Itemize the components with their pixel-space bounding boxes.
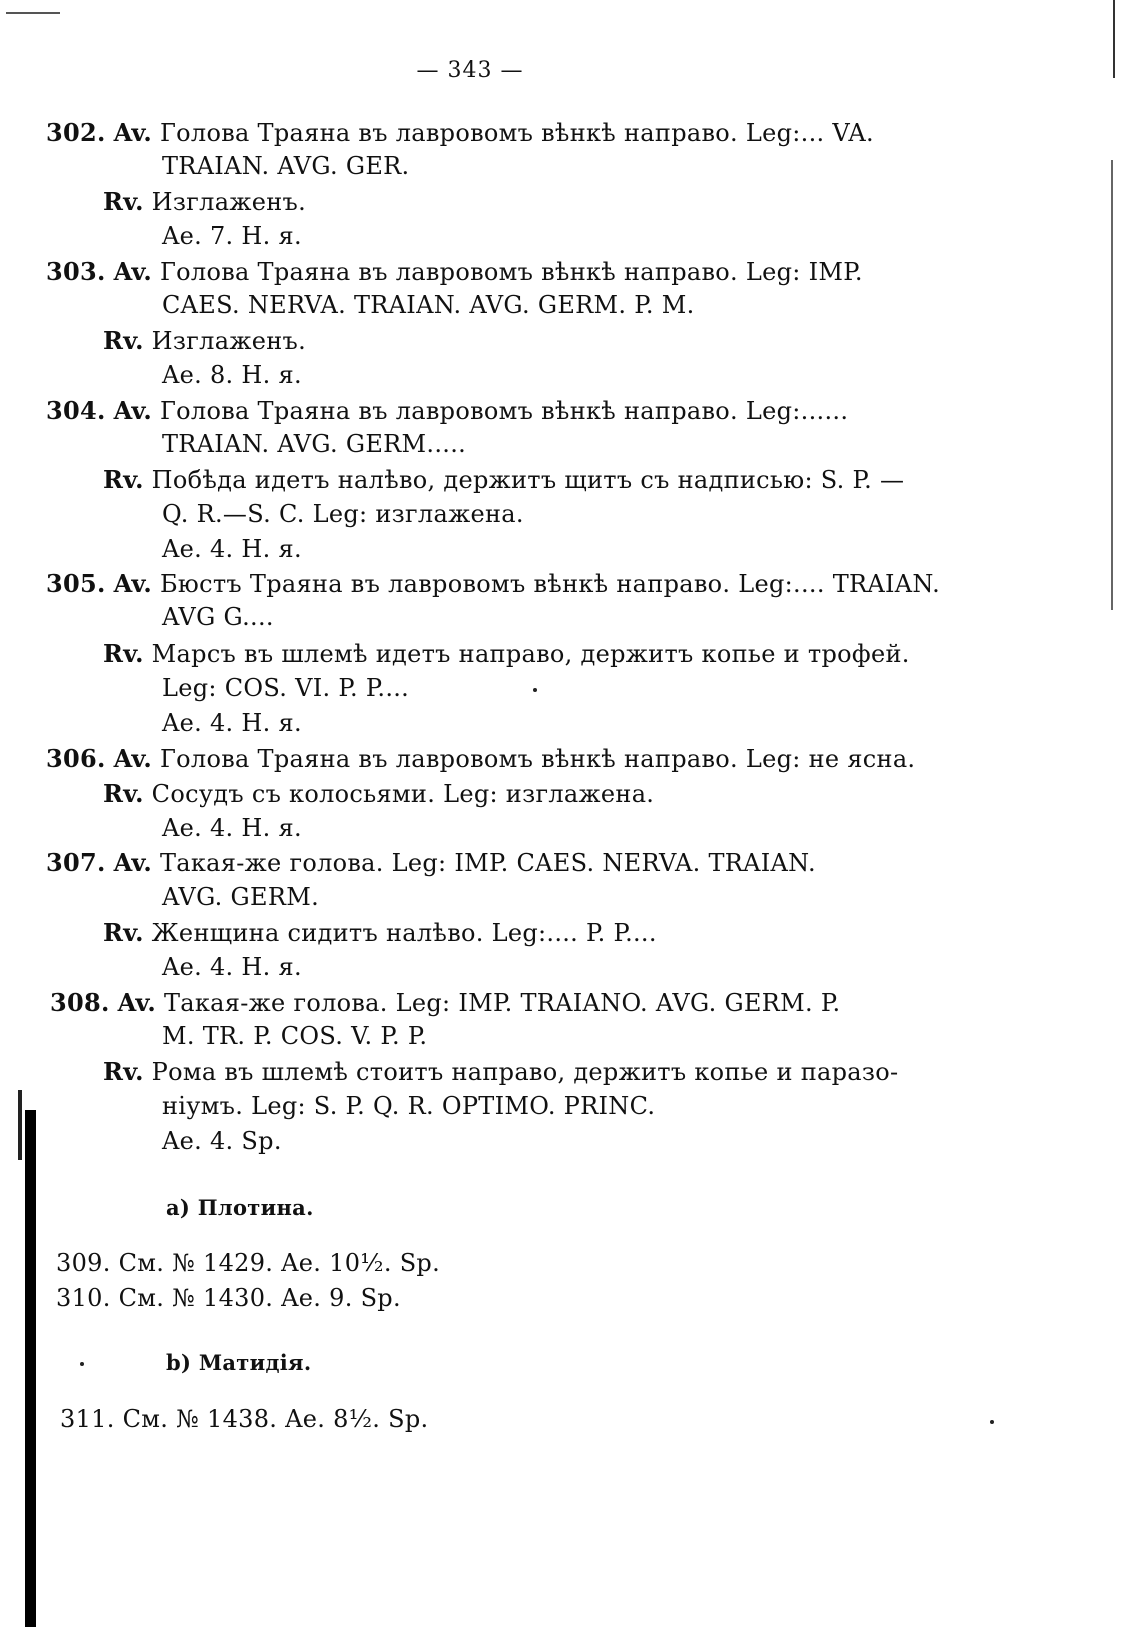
reference-number: 311. [60,1405,115,1433]
reverse-continuation: ніумъ. Leg: S. P. Q. R. OPTIMO. PRINC. [162,1092,656,1120]
reverse-label: Rv. [103,918,144,947]
entry-line [46,257,863,286]
coin-size: Ae. 8. Н. я. [162,361,302,389]
entry-line [103,326,306,355]
entry-number: 304. [46,396,106,425]
section-heading-plotina: a) Плотина. [166,1195,314,1220]
reverse-text: Рома въ шлемѣ стоитъ направо, держитъ копье и паразо- [151,1058,899,1086]
entry-line [50,988,840,1017]
entry-line [103,1057,898,1086]
entry-number: 308. [50,988,110,1017]
entry-number: 305. [46,569,106,598]
reverse-text: Изглаженъ. [151,188,306,216]
obverse-label: Av. [113,744,153,773]
speck [533,688,537,692]
obverse-continuation: TRAIAN. AVG. GER. [162,152,410,180]
obverse-label: Av. [113,118,153,147]
entry-line [103,918,657,947]
entry-line [46,569,940,598]
obverse-continuation: M. TR. P. COS. V. P. P. [162,1022,428,1050]
obverse-continuation: AVG. GERM. [162,883,320,911]
obverse-text: Голова Траяна въ лавровомъ вѣнкѣ направо. Leg: не ясна. [159,745,916,773]
reference-text: См. № 1430. Ae. 9. Sp. [118,1284,401,1312]
entry-line [46,118,874,147]
coin-size: Ae. 4. Н. я. [162,814,302,842]
obverse-label: Av. [113,848,153,877]
entry-line [103,779,654,808]
entry-line [103,639,910,668]
reverse-label: Rv. [103,465,144,494]
obverse-text: Голова Траяна въ лавровомъ вѣнкѣ направо. Leg: IMP. [159,258,863,286]
coin-size: Ae. 4. Н. я. [162,535,302,563]
scan-artifact-line [1111,160,1113,610]
reference-line [56,1284,401,1312]
reference-number: 309. [56,1249,111,1277]
reverse-continuation: Q. R.—S. C. Leg: изглажена. [162,500,524,528]
reverse-text: Побѣда идетъ налѣво, держитъ щитъ съ надписью: S. P. — [151,466,905,494]
entry-number: 302. [46,118,106,147]
reverse-label: Rv. [103,326,144,355]
coin-size: Ae. 4. Н. я. [162,709,302,737]
entry-line [46,744,915,773]
reverse-text: Женщина сидитъ налѣво. Leg:.... P. P.... [151,919,657,947]
entry-number: 303. [46,257,106,286]
reference-text: См. № 1429. Ae. 10½. Sp. [118,1249,441,1277]
reference-text: См. № 1438. Ae. 8½. Sp. [122,1405,429,1433]
obverse-continuation: CAES. NERVA. TRAIAN. AVG. GERM. P. M. [162,291,695,319]
entry-number: 306. [46,744,106,773]
obverse-text: Такая-же голова. Leg: IMP. CAES. NERVA. TRAIAN. [159,849,816,877]
scan-artifact-bar [25,1110,36,1627]
scan-artifact-bar [18,1090,22,1160]
entry-number: 307. [46,848,106,877]
obverse-text: Бюстъ Траяна въ лавровомъ вѣнкѣ направо. Leg:.... TRAIAN. [159,570,941,598]
obverse-continuation: AVG G.... [162,603,274,631]
obverse-label: Av. [113,569,153,598]
obverse-continuation: TRAIAN. AVG. GERM..... [162,430,467,458]
obverse-label: Av. [113,257,153,286]
speck [990,1420,994,1424]
entry-line [46,396,848,425]
entry-line [46,848,816,877]
obverse-text: Голова Траяна въ лавровомъ вѣнкѣ направо. Leg:...... [159,397,849,425]
scan-artifact-line [6,12,60,14]
scan-artifact-line [1113,0,1115,78]
entry-line [103,187,306,216]
obverse-text: Такая-же голова. Leg: IMP. TRAIANO. AVG. GERM. P. [163,989,841,1017]
section-heading-matidia: b) Матидія. [166,1350,312,1375]
reference-line [56,1249,440,1277]
reverse-label: Rv. [103,187,144,216]
reverse-text: Марсъ въ шлемѣ идетъ направо, держитъ копье и трофей. [151,640,910,668]
speck [80,1362,84,1366]
coin-size: Ae. 4. Н. я. [162,953,302,981]
reverse-text: Сосудъ съ колосьями. Leg: изглажена. [151,780,655,808]
coin-size: Ae. 4. Sp. [162,1127,282,1155]
entry-line [103,465,904,494]
obverse-text: Голова Траяна въ лавровомъ вѣнкѣ направо. Leg:... VA. [159,119,874,147]
obverse-label: Av. [113,396,153,425]
reverse-label: Rv. [103,1057,144,1086]
reverse-label: Rv. [103,639,144,668]
reverse-label: Rv. [103,779,144,808]
reverse-text: Изглаженъ. [151,327,306,355]
reference-number: 310. [56,1284,111,1312]
reverse-continuation: Leg: COS. VI. P. P.... [162,674,410,702]
obverse-label: Av. [117,988,157,1017]
reference-line [60,1405,428,1433]
page-number: — 343 — [416,58,524,83]
coin-size: Ae. 7. Н. я. [162,222,302,250]
